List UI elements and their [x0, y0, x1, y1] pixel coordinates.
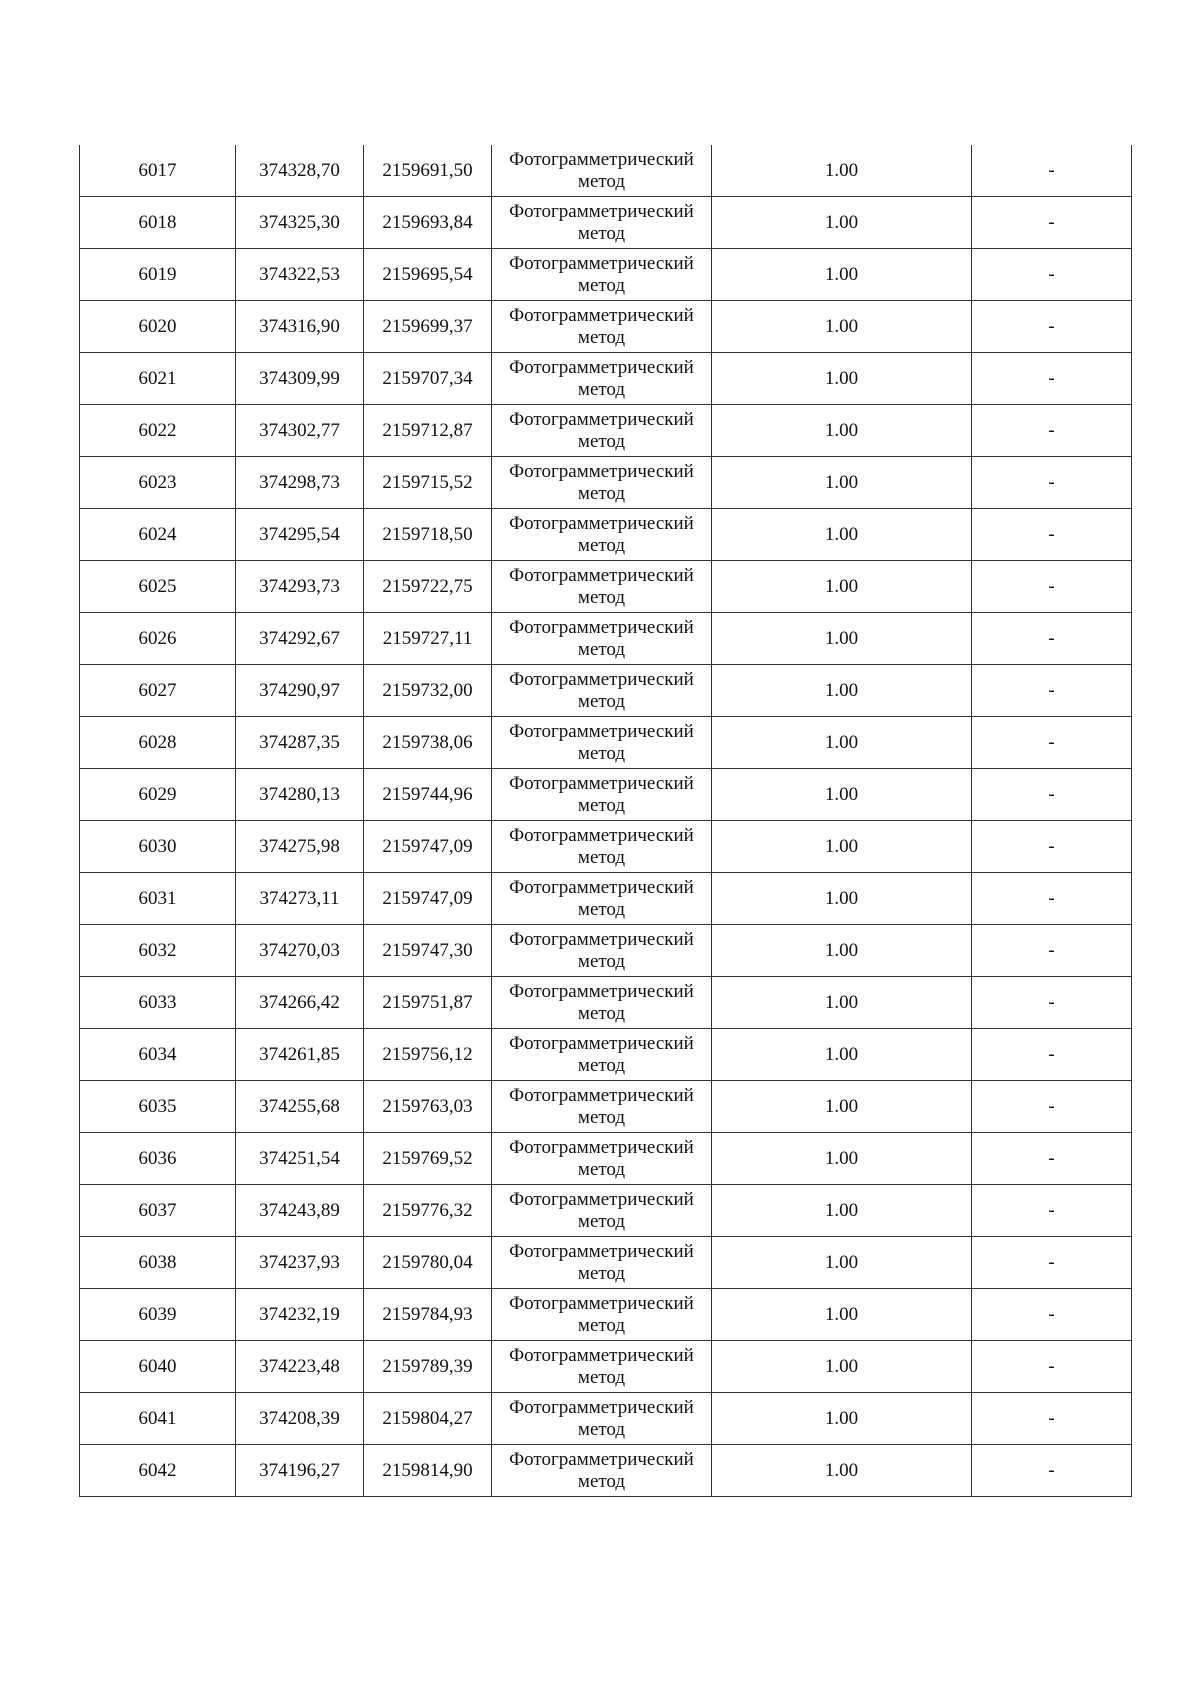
method-line-2: метод [577, 1158, 626, 1180]
method-line-1: Фотограмметрический [509, 1136, 694, 1158]
accuracy-cell: 1.00 [712, 977, 972, 1029]
y-coordinate-cell: 2159699,37 [364, 301, 492, 353]
point-number-cell: 6034 [80, 1029, 236, 1081]
method-line-2: метод [577, 1002, 626, 1024]
table-row [80, 145, 1132, 197]
note-cell: - [972, 1185, 1132, 1237]
y-coordinate-cell: 2159747,09 [364, 873, 492, 925]
x-coordinate-cell: 374309,99 [236, 353, 364, 405]
note-cell: - [972, 197, 1132, 249]
method-line-1: Фотограмметрический [509, 148, 694, 170]
y-coordinate-cell: 2159756,12 [364, 1029, 492, 1081]
method-line-2: метод [577, 1054, 626, 1076]
method-line-1: Фотограмметрический [509, 876, 694, 898]
accuracy-cell: 1.00 [712, 301, 972, 353]
table-row [80, 197, 1132, 249]
x-coordinate-cell: 374328,70 [236, 145, 364, 197]
method-line-1: Фотограмметрический [509, 1292, 694, 1314]
method-cell [492, 1185, 712, 1237]
table-row [80, 457, 1132, 509]
point-number-cell: 6036 [80, 1133, 236, 1185]
x-coordinate-cell: 374325,30 [236, 197, 364, 249]
method-cell [492, 1289, 712, 1341]
method-cell [492, 197, 712, 249]
method-line-1: Фотограмметрический [509, 460, 694, 482]
method-cell [492, 561, 712, 613]
accuracy-cell: 1.00 [712, 1133, 972, 1185]
accuracy-cell: 1.00 [712, 1081, 972, 1133]
method-line-2: метод [577, 690, 626, 712]
method-cell [492, 301, 712, 353]
method-cell [492, 353, 712, 405]
method-cell [492, 1393, 712, 1445]
y-coordinate-cell: 2159780,04 [364, 1237, 492, 1289]
note-cell: - [972, 561, 1132, 613]
point-number-cell: 6019 [80, 249, 236, 301]
method-line-1: Фотограмметрический [509, 616, 694, 638]
y-coordinate-cell: 2159804,27 [364, 1393, 492, 1445]
x-coordinate-cell: 374322,53 [236, 249, 364, 301]
y-coordinate-cell: 2159718,50 [364, 509, 492, 561]
method-cell [492, 821, 712, 873]
method-line-2: метод [577, 1418, 626, 1440]
x-coordinate-cell: 374287,35 [236, 717, 364, 769]
method-line-1: Фотограмметрический [509, 1032, 694, 1054]
method-line-1: Фотограмметрический [509, 980, 694, 1002]
table-row [80, 1445, 1132, 1497]
table-row [80, 353, 1132, 405]
y-coordinate-cell: 2159727,11 [364, 613, 492, 665]
table-row [80, 717, 1132, 769]
x-coordinate-cell: 374295,54 [236, 509, 364, 561]
method-cell [492, 873, 712, 925]
point-number-cell: 6017 [80, 145, 236, 197]
method-line-2: метод [577, 1262, 626, 1284]
accuracy-cell: 1.00 [712, 457, 972, 509]
x-coordinate-cell: 374280,13 [236, 769, 364, 821]
method-line-1: Фотограмметрический [509, 408, 694, 430]
method-line-2: метод [577, 1366, 626, 1388]
point-number-cell: 6032 [80, 925, 236, 977]
method-line-2: метод [577, 1210, 626, 1232]
accuracy-cell: 1.00 [712, 405, 972, 457]
note-cell: - [972, 1081, 1132, 1133]
table-row [80, 769, 1132, 821]
note-cell: - [972, 1237, 1132, 1289]
method-line-2: метод [577, 1470, 626, 1492]
method-line-2: метод [577, 638, 626, 660]
point-number-cell: 6031 [80, 873, 236, 925]
point-number-cell: 6027 [80, 665, 236, 717]
method-line-1: Фотограмметрический [509, 928, 694, 950]
accuracy-cell: 1.00 [712, 613, 972, 665]
y-coordinate-cell: 2159789,39 [364, 1341, 492, 1393]
accuracy-cell: 1.00 [712, 821, 972, 873]
method-line-2: метод [577, 898, 626, 920]
point-number-cell: 6042 [80, 1445, 236, 1497]
method-line-2: метод [577, 794, 626, 816]
x-coordinate-cell: 374223,48 [236, 1341, 364, 1393]
method-cell [492, 509, 712, 561]
method-cell [492, 1029, 712, 1081]
method-line-1: Фотограмметрический [509, 564, 694, 586]
method-line-1: Фотограмметрический [509, 1084, 694, 1106]
method-line-1: Фотограмметрический [509, 1240, 694, 1262]
method-cell [492, 613, 712, 665]
x-coordinate-cell: 374316,90 [236, 301, 364, 353]
y-coordinate-cell: 2159784,93 [364, 1289, 492, 1341]
method-cell [492, 145, 712, 197]
accuracy-cell: 1.00 [712, 353, 972, 405]
y-coordinate-cell: 2159715,52 [364, 457, 492, 509]
table-row [80, 249, 1132, 301]
y-coordinate-cell: 2159747,30 [364, 925, 492, 977]
x-coordinate-cell: 374298,73 [236, 457, 364, 509]
table-row [80, 1029, 1132, 1081]
method-cell [492, 1445, 712, 1497]
table-row [80, 1393, 1132, 1445]
x-coordinate-cell: 374292,67 [236, 613, 364, 665]
table-row [80, 977, 1132, 1029]
note-cell: - [972, 301, 1132, 353]
note-cell: - [972, 977, 1132, 1029]
accuracy-cell: 1.00 [712, 249, 972, 301]
method-line-2: метод [577, 482, 626, 504]
accuracy-cell: 1.00 [712, 145, 972, 197]
point-number-cell: 6033 [80, 977, 236, 1029]
accuracy-cell: 1.00 [712, 197, 972, 249]
note-cell: - [972, 1393, 1132, 1445]
x-coordinate-cell: 374196,27 [236, 1445, 364, 1497]
note-cell: - [972, 1029, 1132, 1081]
table-row [80, 561, 1132, 613]
note-cell: - [972, 1341, 1132, 1393]
method-cell [492, 249, 712, 301]
table-row [80, 1133, 1132, 1185]
point-number-cell: 6024 [80, 509, 236, 561]
method-line-1: Фотограмметрический [509, 1344, 694, 1366]
note-cell: - [972, 405, 1132, 457]
point-number-cell: 6018 [80, 197, 236, 249]
x-coordinate-cell: 374232,19 [236, 1289, 364, 1341]
y-coordinate-cell: 2159691,50 [364, 145, 492, 197]
y-coordinate-cell: 2159707,34 [364, 353, 492, 405]
note-cell: - [972, 457, 1132, 509]
accuracy-cell: 1.00 [712, 1341, 972, 1393]
accuracy-cell: 1.00 [712, 717, 972, 769]
method-cell [492, 925, 712, 977]
point-number-cell: 6025 [80, 561, 236, 613]
note-cell: - [972, 821, 1132, 873]
x-coordinate-cell: 374255,68 [236, 1081, 364, 1133]
accuracy-cell: 1.00 [712, 1393, 972, 1445]
table-row [80, 613, 1132, 665]
note-cell: - [972, 925, 1132, 977]
accuracy-cell: 1.00 [712, 665, 972, 717]
y-coordinate-cell: 2159732,00 [364, 665, 492, 717]
note-cell: - [972, 873, 1132, 925]
note-cell: - [972, 717, 1132, 769]
point-number-cell: 6021 [80, 353, 236, 405]
method-line-2: метод [577, 586, 626, 608]
method-line-1: Фотограмметрический [509, 356, 694, 378]
note-cell: - [972, 613, 1132, 665]
point-number-cell: 6040 [80, 1341, 236, 1393]
point-number-cell: 6041 [80, 1393, 236, 1445]
table-row [80, 1081, 1132, 1133]
point-number-cell: 6035 [80, 1081, 236, 1133]
y-coordinate-cell: 2159722,75 [364, 561, 492, 613]
point-number-cell: 6022 [80, 405, 236, 457]
accuracy-cell: 1.00 [712, 1185, 972, 1237]
note-cell: - [972, 509, 1132, 561]
table-row [80, 509, 1132, 561]
point-number-cell: 6037 [80, 1185, 236, 1237]
y-coordinate-cell: 2159738,06 [364, 717, 492, 769]
point-number-cell: 6020 [80, 301, 236, 353]
method-cell [492, 405, 712, 457]
method-line-1: Фотограмметрический [509, 304, 694, 326]
method-line-2: метод [577, 1106, 626, 1128]
method-line-2: метод [577, 170, 626, 192]
method-cell [492, 977, 712, 1029]
method-line-1: Фотограмметрический [509, 720, 694, 742]
point-number-cell: 6039 [80, 1289, 236, 1341]
table-row [80, 925, 1132, 977]
point-number-cell: 6028 [80, 717, 236, 769]
y-coordinate-cell: 2159747,09 [364, 821, 492, 873]
accuracy-cell: 1.00 [712, 509, 972, 561]
method-cell [492, 1133, 712, 1185]
table-row [80, 301, 1132, 353]
x-coordinate-cell: 374237,93 [236, 1237, 364, 1289]
method-line-1: Фотограмметрический [509, 1188, 694, 1210]
x-coordinate-cell: 374243,89 [236, 1185, 364, 1237]
x-coordinate-cell: 374266,42 [236, 977, 364, 1029]
x-coordinate-cell: 374208,39 [236, 1393, 364, 1445]
x-coordinate-cell: 374293,73 [236, 561, 364, 613]
table-row [80, 821, 1132, 873]
note-cell: - [972, 1289, 1132, 1341]
method-line-2: метод [577, 950, 626, 972]
table-row [80, 405, 1132, 457]
accuracy-cell: 1.00 [712, 1445, 972, 1497]
method-line-2: метод [577, 222, 626, 244]
method-line-2: метод [577, 274, 626, 296]
x-coordinate-cell: 374273,11 [236, 873, 364, 925]
y-coordinate-cell: 2159712,87 [364, 405, 492, 457]
note-cell: - [972, 249, 1132, 301]
method-line-1: Фотограмметрический [509, 1448, 694, 1470]
method-line-1: Фотограмметрический [509, 772, 694, 794]
y-coordinate-cell: 2159814,90 [364, 1445, 492, 1497]
point-number-cell: 6026 [80, 613, 236, 665]
y-coordinate-cell: 2159744,96 [364, 769, 492, 821]
x-coordinate-cell: 374290,97 [236, 665, 364, 717]
note-cell: - [972, 145, 1132, 197]
y-coordinate-cell: 2159695,54 [364, 249, 492, 301]
table-row [80, 873, 1132, 925]
accuracy-cell: 1.00 [712, 561, 972, 613]
method-line-2: метод [577, 326, 626, 348]
y-coordinate-cell: 2159693,84 [364, 197, 492, 249]
point-number-cell: 6023 [80, 457, 236, 509]
y-coordinate-cell: 2159751,87 [364, 977, 492, 1029]
method-line-2: метод [577, 742, 626, 764]
note-cell: - [972, 769, 1132, 821]
accuracy-cell: 1.00 [712, 1237, 972, 1289]
accuracy-cell: 1.00 [712, 1289, 972, 1341]
method-line-2: метод [577, 378, 626, 400]
method-cell [492, 1081, 712, 1133]
note-cell: - [972, 665, 1132, 717]
method-cell [492, 1237, 712, 1289]
point-number-cell: 6029 [80, 769, 236, 821]
note-cell: - [972, 353, 1132, 405]
method-cell [492, 665, 712, 717]
method-line-1: Фотограмметрический [509, 1396, 694, 1418]
x-coordinate-cell: 374302,77 [236, 405, 364, 457]
y-coordinate-cell: 2159776,32 [364, 1185, 492, 1237]
table-row [80, 1237, 1132, 1289]
table-row [80, 1341, 1132, 1393]
x-coordinate-cell: 374251,54 [236, 1133, 364, 1185]
coordinates-table-body [80, 145, 1132, 1497]
method-line-1: Фотограмметрический [509, 200, 694, 222]
method-line-2: метод [577, 534, 626, 556]
method-cell [492, 1341, 712, 1393]
table-row [80, 1289, 1132, 1341]
accuracy-cell: 1.00 [712, 873, 972, 925]
method-line-1: Фотограмметрический [509, 512, 694, 534]
table-row [80, 1185, 1132, 1237]
method-line-2: метод [577, 430, 626, 452]
method-cell [492, 457, 712, 509]
x-coordinate-cell: 374275,98 [236, 821, 364, 873]
method-line-1: Фотограмметрический [509, 668, 694, 690]
method-cell [492, 717, 712, 769]
note-cell: - [972, 1133, 1132, 1185]
accuracy-cell: 1.00 [712, 1029, 972, 1081]
y-coordinate-cell: 2159769,52 [364, 1133, 492, 1185]
coordinates-table [79, 145, 1132, 1497]
x-coordinate-cell: 374270,03 [236, 925, 364, 977]
point-number-cell: 6030 [80, 821, 236, 873]
x-coordinate-cell: 374261,85 [236, 1029, 364, 1081]
method-cell [492, 769, 712, 821]
method-line-2: метод [577, 846, 626, 868]
method-line-2: метод [577, 1314, 626, 1336]
accuracy-cell: 1.00 [712, 925, 972, 977]
y-coordinate-cell: 2159763,03 [364, 1081, 492, 1133]
method-line-1: Фотограмметрический [509, 252, 694, 274]
method-line-1: Фотограмметрический [509, 824, 694, 846]
table-row [80, 665, 1132, 717]
note-cell: - [972, 1445, 1132, 1497]
point-number-cell: 6038 [80, 1237, 236, 1289]
accuracy-cell: 1.00 [712, 769, 972, 821]
